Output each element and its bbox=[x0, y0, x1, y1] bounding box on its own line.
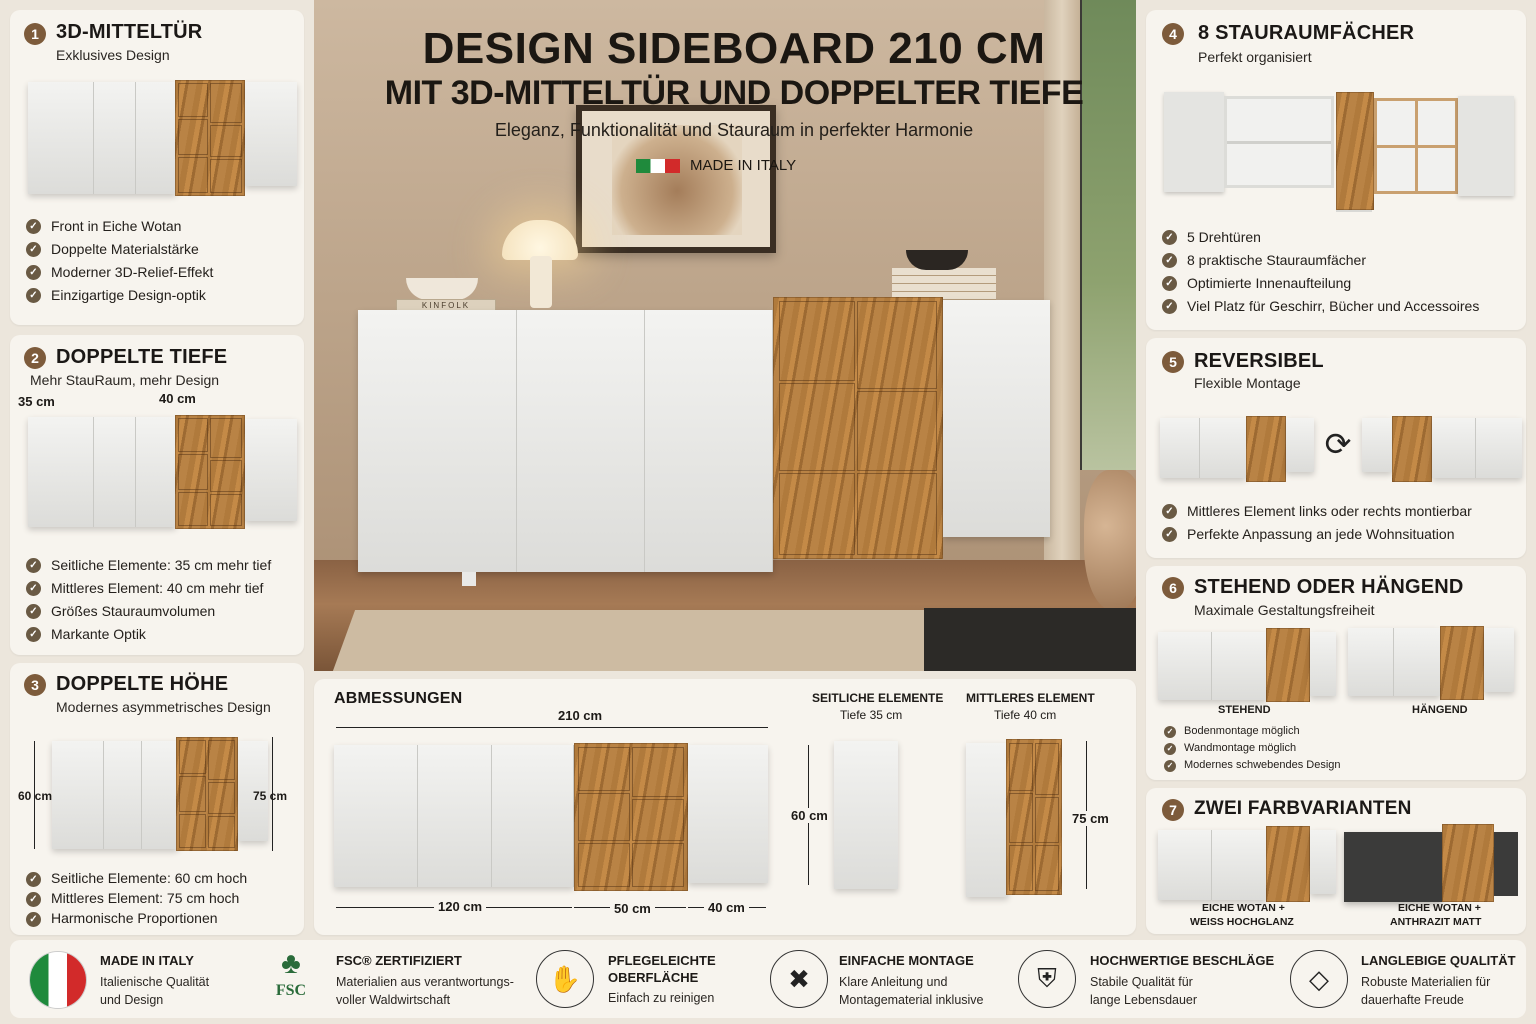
list-item: ✓ Front in Eiche Wotan bbox=[26, 215, 213, 238]
hanging-label: HÄNGEND bbox=[1412, 704, 1468, 716]
table-lamp bbox=[502, 220, 578, 260]
list-item: ✓ Doppelte Materialstärke bbox=[26, 238, 213, 261]
open-sideboard-illustration bbox=[1164, 92, 1514, 210]
list-item: ✓ Bodenmontage möglich bbox=[1164, 723, 1341, 740]
bowl-left bbox=[406, 278, 478, 300]
feature-desc: Stabile Qualität für lange Lebensdauer bbox=[1090, 975, 1198, 1007]
list-item: ✓ Seitliche Elemente: 35 cm mehr tief bbox=[26, 554, 271, 577]
feature-title: MADE IN ITALY bbox=[100, 953, 194, 968]
panel-subtitle: Maximale Gestaltungsfreiheit bbox=[1194, 602, 1375, 618]
feature-title: PFLEGELEICHTE OBERFLÄCHE bbox=[608, 953, 716, 985]
panel-subtitle: Mehr StauRaum, mehr Design bbox=[30, 372, 220, 388]
middle-element-depth: Tiefe 40 cm bbox=[994, 708, 1057, 722]
panel-title: REVERSIBEL bbox=[1194, 350, 1324, 372]
list-item: ✓ Markante Optik bbox=[26, 623, 271, 646]
swap-arrows-icon: ⟳ bbox=[1324, 426, 1352, 462]
feature-durable bbox=[1290, 944, 1520, 1018]
middle-element-illustration bbox=[966, 743, 1008, 897]
total-width-label: 210 cm bbox=[558, 708, 603, 723]
book-stack-left: KINFOLK bbox=[396, 299, 496, 312]
side-element-title: SEITLICHE ELEMENTE bbox=[812, 691, 944, 705]
panel-title: DOPPELTE HÖHE bbox=[56, 673, 229, 695]
panel-compartments bbox=[1146, 10, 1526, 330]
diamond-icon: ◇ bbox=[1290, 950, 1348, 1008]
feature-list bbox=[1162, 226, 1479, 318]
feature-title: HOCHWERTIGE BESCHLÄGE bbox=[1090, 953, 1275, 968]
italy-flag-icon bbox=[636, 159, 680, 173]
book-stack-right bbox=[892, 268, 996, 300]
list-item: ✓ Moderner 3D-Relief-Effekt bbox=[26, 261, 213, 284]
fsc-tree-icon: ♣ FSC bbox=[275, 947, 307, 999]
feature-title: FSC® ZERTIFIZIERT bbox=[336, 953, 462, 968]
feature-easy-assembly bbox=[770, 944, 1010, 1018]
feature-title: LANGLEBIGE QUALITÄT bbox=[1361, 953, 1516, 968]
width-middle-label: 50 cm bbox=[610, 901, 655, 916]
variant-anthracite-illustration bbox=[1344, 832, 1442, 902]
middle-element-title: MITTLERES ELEMENT bbox=[966, 691, 1095, 705]
list-item: ✓ Seitliche Elemente: 60 cm hoch bbox=[26, 868, 247, 888]
sideboard-illustration bbox=[28, 417, 176, 527]
panel-number: 2 bbox=[24, 347, 46, 369]
height-label-middle: 75 cm bbox=[253, 789, 288, 803]
feature-desc: Materialien aus verantwortungs- voller Waldwirtschaft bbox=[336, 975, 514, 1007]
reversible-right-illustration bbox=[1362, 418, 1392, 472]
side-element-depth: Tiefe 35 cm bbox=[840, 708, 903, 722]
feature-list bbox=[26, 215, 213, 307]
list-item: ✓ Einzigartige Design-optik bbox=[26, 284, 213, 307]
panel-title: ZWEI FARBVARIANTEN bbox=[1194, 798, 1412, 819]
standing-label: STEHEND bbox=[1218, 704, 1271, 716]
variant-white-illustration bbox=[1158, 830, 1266, 900]
panel-subtitle: Flexible Montage bbox=[1194, 375, 1301, 391]
variant-anthracite-line1: EICHE WOTAN + bbox=[1398, 902, 1481, 914]
panel-number: 4 bbox=[1162, 23, 1184, 45]
tools-icon: ✖ bbox=[770, 950, 828, 1008]
italy-flag-icon bbox=[30, 952, 86, 1008]
feature-list bbox=[26, 868, 247, 928]
feature-desc: Klare Anleitung und Montagematerial inklusive bbox=[839, 975, 984, 1007]
panel-color-variants bbox=[1146, 788, 1526, 934]
hero-image bbox=[314, 0, 1136, 671]
dimension-oak-door bbox=[574, 743, 688, 891]
oak-door-illustration bbox=[175, 80, 245, 196]
side-element-height: 60 cm bbox=[791, 808, 828, 823]
cleaning-hand-icon: ✋ bbox=[536, 950, 594, 1008]
panel-title: 8 STAURAUMFÄCHER bbox=[1198, 22, 1415, 44]
hero-subtitle: Eleganz, Funktionalität und Stauraum in perfekter Harmonie bbox=[494, 120, 974, 140]
feature-easy-care bbox=[536, 944, 756, 1018]
feature-fittings bbox=[1018, 944, 1278, 1018]
list-item: ✓ 5 Drehtüren bbox=[1162, 226, 1479, 249]
hero-right-element bbox=[943, 300, 1050, 537]
list-item: ✓ Mittleres Element: 40 cm mehr tief bbox=[26, 577, 271, 600]
panel-number: 6 bbox=[1162, 577, 1184, 599]
panel-title: STEHEND ODER HÄNGEND bbox=[1194, 576, 1464, 598]
list-item: ✓ Mittleres Element: 75 cm hoch bbox=[26, 888, 247, 908]
depth-label-middle: 40 cm bbox=[159, 391, 196, 406]
feature-desc: Einfach zu reinigen bbox=[608, 991, 715, 1005]
list-item: ✓ Größes Stauraumvolumen bbox=[26, 600, 271, 623]
panel-double-height bbox=[10, 663, 304, 935]
list-item: ✓ Modernes schwebendes Design bbox=[1164, 757, 1341, 774]
reversible-left-illustration bbox=[1160, 418, 1246, 478]
list-item: ✓ 8 praktische Stauraumfächer bbox=[1162, 249, 1479, 272]
width-left-label: 120 cm bbox=[434, 899, 486, 914]
panel-number: 5 bbox=[1162, 351, 1184, 373]
dimension-sideboard bbox=[334, 745, 574, 887]
feature-list bbox=[1164, 723, 1341, 774]
hero-title-line1: DESIGN SIDEBOARD 210 CM bbox=[422, 24, 1046, 73]
list-item: ✓ Perfekte Anpassung an jede Wohnsituation bbox=[1162, 523, 1472, 546]
panel-subtitle: Perfekt organisiert bbox=[1198, 49, 1312, 65]
panel-dimensions bbox=[314, 679, 1136, 935]
panel-reversible bbox=[1146, 338, 1526, 558]
height-label-sides: 60 cm bbox=[18, 789, 53, 803]
panel-subtitle: Modernes asymmetrisches Design bbox=[56, 699, 271, 715]
panel-3d-door bbox=[10, 10, 304, 325]
coffee-table bbox=[924, 608, 1136, 671]
feature-list bbox=[26, 554, 271, 646]
hero-title-line2: MIT 3D-MITTELTÜR UND DOPPELTER TIEFE bbox=[384, 74, 1084, 112]
panel-subtitle: Exklusives Design bbox=[56, 47, 170, 63]
variant-white-line2: WEISS HOCHGLANZ bbox=[1190, 916, 1294, 928]
panel-title: DOPPELTE TIEFE bbox=[56, 346, 228, 368]
panel-standing-hanging bbox=[1146, 566, 1526, 780]
panel-number: 1 bbox=[24, 23, 46, 45]
depth-label-sides: 35 cm bbox=[18, 394, 55, 409]
middle-element-height: 75 cm bbox=[1072, 811, 1109, 826]
sideboard-illustration bbox=[52, 741, 178, 849]
list-item: ✓ Viel Platz für Geschirr, Bücher und Accessoires bbox=[1162, 295, 1479, 318]
side-element-illustration bbox=[834, 741, 898, 889]
width-right-label: 40 cm bbox=[704, 900, 749, 915]
feature-title: EINFACHE MONTAGE bbox=[839, 953, 974, 968]
bowl-right bbox=[906, 250, 968, 270]
panel-title: 3D-MITTELTÜR bbox=[56, 21, 203, 43]
shield-icon: ⛨ bbox=[1018, 950, 1076, 1008]
hero-oak-door bbox=[773, 297, 943, 559]
list-item: ✓ Mittleres Element links oder rechts montierbar bbox=[1162, 500, 1472, 523]
panel-number: 7 bbox=[1162, 799, 1184, 821]
panel-title: ABMESSUNGEN bbox=[334, 690, 463, 707]
standing-illustration bbox=[1158, 632, 1266, 700]
variant-anthracite-line2: ANTHRAZIT MATT bbox=[1390, 916, 1482, 928]
hero-sideboard bbox=[358, 310, 773, 572]
feature-desc: Robuste Materialien für dauerhafte Freude bbox=[1361, 975, 1491, 1007]
feature-list bbox=[1162, 500, 1472, 546]
panel-number: 3 bbox=[24, 674, 46, 696]
feature-made-in-italy bbox=[30, 944, 250, 1018]
oak-door-illustration bbox=[175, 415, 245, 529]
sideboard-illustration bbox=[28, 82, 176, 194]
list-item: ✓ Harmonische Proportionen bbox=[26, 908, 247, 928]
oak-door-illustration bbox=[176, 737, 238, 851]
feature-desc: Italienische Qualität und Design bbox=[100, 975, 210, 1007]
vase bbox=[1084, 470, 1136, 610]
hanging-illustration bbox=[1348, 628, 1440, 696]
made-in-italy-label: MADE IN ITALY bbox=[690, 157, 797, 174]
list-item: ✓ Optimierte Innenaufteilung bbox=[1162, 272, 1479, 295]
variant-white-line1: EICHE WOTAN + bbox=[1202, 902, 1285, 914]
list-item: ✓ Wandmontage möglich bbox=[1164, 740, 1341, 757]
panel-double-depth bbox=[10, 335, 304, 655]
feature-fsc bbox=[264, 944, 524, 1018]
